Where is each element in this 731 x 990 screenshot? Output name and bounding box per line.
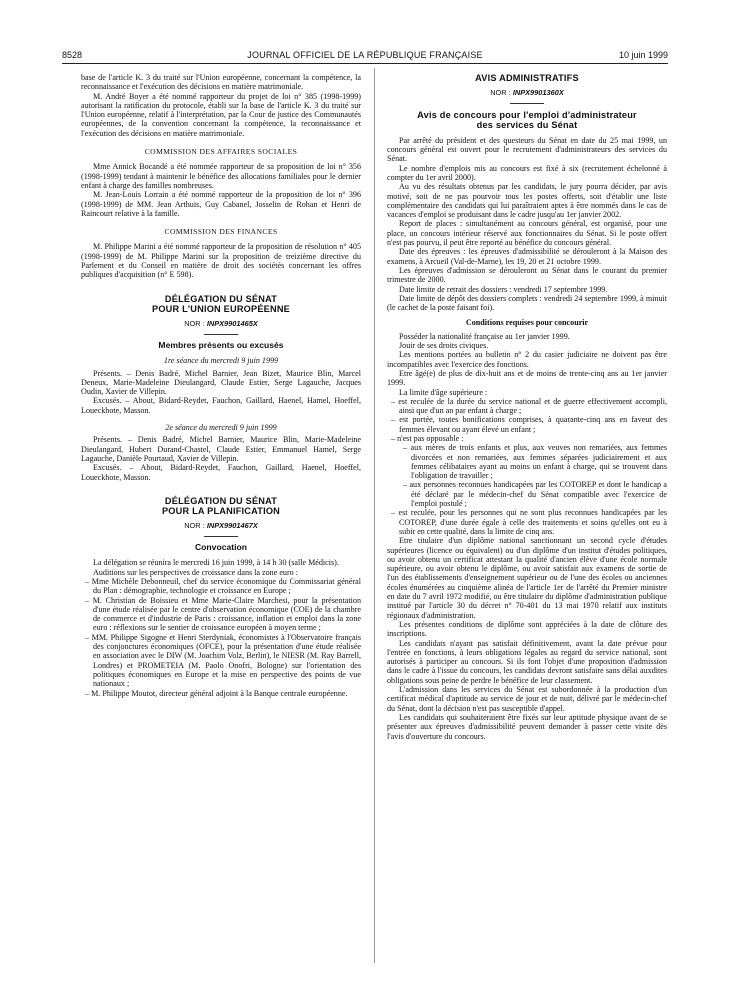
short-rule	[510, 103, 544, 104]
not-opposable-list	[387, 443, 667, 508]
excuses-list: Excusés. – About, Bidard-Reydet, Fauchon, Gaillard, Haenel, Hamel, Hoeffel, Loueckhote, Masson.	[81, 396, 361, 415]
short-rule	[204, 536, 238, 537]
condition-paragraph: Etre âgé(e) de plus de dix-huit ans et de moins de trente-cinq ans au 1er janvier 1999.	[387, 368, 667, 388]
concours-paragraph: Le nombre d'emplois mis au concours est fixé à six (recrutement échelonné à compter du 1er avril 2000).	[387, 163, 667, 182]
avis-title: AVIS ADMINISTRATIFS	[475, 73, 579, 83]
nor-code: INPX9901467X	[206, 520, 258, 530]
journal-title: JOURNAL OFFICIEL DE LA RÉPUBLIQUE FRANÇAISE	[247, 50, 483, 60]
intro-paragraph: base de l'article K. 3 du traité sur l'Union européenne, concernant la compétence, la reconnaissance et l'exécution des décisions en matière matrimoniale.	[81, 73, 361, 92]
concours-paragraph: Date des épreuves : les épreuves d'admissibilité se dérouleront à la Maison des examens, à Arcueil (Val-de-Marne), les 19, 20 et 21 octobre 1999.	[387, 247, 667, 266]
list-item: – aux mères de trois enfants et plus, aux veuves non remariées, aux femmes divorcées et non remariées, aux femmes séparées judiciairement et aux femmes célibataires ayant au moins un enfant à charge, qui se trouvent dans l'obligation de travailler ;	[387, 443, 667, 480]
page-number: 8528	[62, 50, 83, 60]
title-line: DÉLÉGATION DU SÉNAT	[164, 495, 278, 506]
concours-paragraph: Au vu des résultats obtenus par les candidats, le jury pourra décider, par avis motivé, soit de ne pas pourvoir tous les postes offerts, soit d'établir une liste complémentaire des candidats qui lui paraîtraient aptes à être nommés dans le cas de vacances d'emploi se produisant dans le cadre jusqu'au 1er janvier 2002.	[387, 182, 667, 220]
condition-paragraph: Jouir de ses droits civiques.	[399, 341, 489, 351]
intro-paragraph: M. André Boyer a été nommé rapporteur du projet de loi n° 385 (1998-1999) autorisant la ratification du protocole, établi sur la base de l'article K. 3 du traité sur l'Union européenne, relatif à l'interprétation, par la Cour de justice des Communautés européennes, de la convention concernant la compétence, la reconnaissance et l'exécution des décisions en matière matrimoniale.	[81, 91, 361, 138]
condition-paragraph: La limite d'âge supérieure :	[399, 387, 488, 397]
title-line: POUR L'UNION EUROPÉENNE	[152, 304, 290, 315]
final-paragraph: Les présentes conditions de diplôme sont appréciées à la date de clôture des inscriptions.	[387, 619, 667, 639]
title-line: POUR LA PLANIFICATION	[161, 506, 280, 517]
presents-list: Présents. – Denis Badré, Michel Barnier, Jean Bizet, Maurice Blin, Marcel Deneux, Marie-Madeleine Dieulangard, Claude Estier, Serge Lagauche, Jacques Oudin, Xavier de Villepin.	[81, 368, 361, 397]
list-item: – est reculée de la durée du service national et de guerre effectivement accompli, ainsi que d'un an par enfant à charge ;	[387, 397, 667, 416]
auditions-list	[81, 577, 361, 698]
list-item: – M. Philippe Moutot, directeur général adjoint à la Banque centrale européenne.	[81, 689, 361, 698]
column-divider	[374, 68, 375, 963]
condition-paragraph: Posséder la nationalité française au 1er janvier 1999.	[399, 331, 570, 341]
delegation-europe-subtitle: Membres présents ou excusés	[158, 339, 284, 350]
title-line: Avis de concours pour l'emploi d'administrateur	[417, 109, 637, 120]
right-column	[387, 73, 667, 741]
concours-title	[387, 110, 667, 131]
list-item: – aux personnes reconnues handicapées par les COTOREP et dont le handicap a été déclaré par le médecin-chef du Sénat compatible avec l'exercice de l'emploi postulé ;	[387, 480, 667, 508]
list-item: – MM. Philippe Sigogne et Henri Sterdyniak, économistes à l'Observatoire français des conjonctures économiques (OFCE), pour la présentation d'une étude réalisée en association avec le DIW (M. Joachim Volz, Berlin), le NIESR (M. Ray Barrell, Londres) et PROMETEIA (M. Paolo Onofri, Bologne) sur l'orientation des politiques économiques en Europe et la mise en perspective des points de vue nationaux ;	[81, 633, 361, 689]
list-item: – est reculée, pour les personnes qui ne sont plus reconnues handicapées par les COTOREP, d'une durée égale à celle des traitements et soins qu'elles ont eu à subir en cette qualité, dans la limite de cinq ans.	[387, 508, 667, 536]
social-paragraph: Mme Annick Bocandé a été nommée rapporteur de sa proposition de loi n° 356 (1998-1999) tendant à maintenir le bénéfice des allocations familiales pour le dernier enfant à charge des familles nombreuses.	[81, 162, 361, 190]
list-item: – est portée, toutes bonifications comprises, à quarante-cinq ans en faveur des femmes élevant ou ayant élevé un enfant ;	[387, 415, 667, 434]
section-heading-finance: COMMISSION DES FINANCES	[164, 227, 278, 237]
short-rule	[204, 334, 238, 335]
condition-paragraph: Les mentions portées au bulletin n° 2 du casier judiciaire ne doivent pas être incompatibles avec l'exercice des fonctions.	[387, 350, 667, 369]
final-paragraph: Les candidats n'ayant pas satisfait définitivement, avant la date prévue pour l'entrée en fonctions, à leurs obligations légales au regard du service national, sont autorisés à participer au concours. Si ils font l'objet d'une proposition d'admission dans le cadre à l'issue du concours, les candidats devront satisfaire sans délai auxdites obligations sous peine de perdre le bénéfice de leur classement.	[387, 638, 667, 685]
final-paragraph: Etre titulaire d'un diplôme national sanctionnant un second cycle d'études supérieures (licence ou équivalent) ou d'un diplôme d'un institut d'études politiques, ou avoir obtenu un certificat attestant la qualité d'ancien élève d'une école normale supérieure, ou avoir obtenu le diplôme, ou avoir satisfait aux examens de sortie de l'un des établissements d'enseignement supérieur ou de l'une des écoles ou anciennes écoles énumérées au cinquième alinéa de l'article 1er de l'arrêté du Premier ministre en date du 7 avril 1972 modifié, ou être titulaire du diplôme d'administration publique institué par l'article 30 du décret n° 70-401 du 13 mai 1970 relatif aux instituts régionaux d'administration.	[387, 536, 667, 620]
finance-paragraph: M. Philippe Marini a été nommé rapporteur de la proposition de résolution n° 405 (1998-1999) de M. Philippe Marini sur la proposition de treizième directive du Parlement et du Conseil en matière de droit des sociétés concernant les offres publiques d'acquisition (n° E 598).	[81, 242, 361, 280]
issue-date: 10 juin 1999	[618, 50, 668, 60]
page-header	[62, 50, 668, 62]
nor-reference	[81, 319, 361, 328]
nor-label: NOR :	[184, 520, 205, 530]
conditions-title: Conditions requises pour concourir	[465, 318, 589, 328]
excuses-list: Excusés. – About, Bidard-Reydet, Fauchon, Gaillard, Haenel, Hoeffel, Loueckhote, Masson.	[81, 463, 361, 482]
nor-code: INPX9901465X	[206, 318, 258, 328]
seance-title: 2e séance du mercredi 9 juin 1999	[165, 423, 277, 433]
social-paragraph: M. Jean-Louis Lorrain a été nommé rapporteur de la proposition de loi n° 396 (1998-1999) de MM. Jean Arthuis, Guy Cabanel, Josselin de Rohan et Henri de Raincourt relative à la famille.	[81, 190, 361, 218]
convocation-paragraph: La délégation se réunira le mercredi 16 juin 1999, à 14 h 30 (salle Médicis).	[93, 558, 339, 568]
concours-paragraph: Report de places : simultanément au concours général, est organisé, pour une place, un concours intérieur réservé aux fonctionnaires du Sénat. Si le poste offert n'est pas pourvu, il peut être reporté au bénéfice du concours général.	[387, 219, 667, 248]
nor-label: NOR :	[184, 318, 205, 328]
nor-reference	[387, 88, 667, 97]
nor-label: NOR :	[490, 87, 511, 97]
concours-paragraph: Les épreuves d'admission se dérouleront au Sénat dans le courant du premier trimestre de 2000.	[387, 265, 667, 285]
convocation-title: Convocation	[194, 542, 248, 553]
concours-paragraph: Date limite de retrait des dossiers : vendredi 17 septembre 1999.	[399, 284, 608, 294]
nor-code: INPX9901360X	[512, 87, 564, 97]
age-limit-list-end	[387, 508, 667, 536]
seance-title: 1re séance du mercredi 9 juin 1999	[163, 356, 279, 366]
auditions-intro: Auditions sur les perspectives de croissance dans la zone euro :	[93, 567, 298, 577]
presents-list: Présents. – Denis Badré, Michel Barnier, Maurice Blin, Marie-Madeleine Dieulangard, Hubert Durand-Chastel, Claude Estier, Emmanuel Hamel, Serge Lagauche, Danièle Pourtaud, Xavier de Villepin.	[81, 435, 361, 463]
delegation-planning-title	[81, 496, 361, 517]
title-line: DÉLÉGATION DU SÉNAT	[164, 293, 278, 304]
concours-paragraph: Par arrêté du président et des questeurs du Sénat en date du 25 mai 1999, un concours général est ouvert pour le recrutement d'administrateurs des services du Sénat.	[387, 135, 667, 164]
left-column	[81, 73, 361, 698]
final-paragraph: L'admission dans les services du Sénat est subordonnée à la production d'un certificat médical d'aptitude au service de jour et de nuit, délivré par le médecin-chef du Sénat, dont la décision n'est pas susceptible d'appel.	[387, 685, 667, 713]
header-rule	[62, 63, 668, 64]
age-limit-list	[387, 397, 667, 443]
final-paragraph: Les candidats qui souhaiteraient être fixés sur leur aptitude physique avant de se présenter aux épreuves d'admissibilité peuvent demander à passer cette visite dès l'avis d'ouverture du concours.	[387, 712, 667, 741]
list-item: – Mme Michèle Debonneuil, chef du service économique du Commissariat général du Plan : démographie, technologie et croissance en Europe ;	[81, 577, 361, 596]
delegation-europe-title	[81, 294, 361, 315]
list-item: – n'est pas opposable :	[387, 434, 667, 443]
list-item: – M. Christian de Boissieu et Mme Marie-Claire Marchesi, pour la présentation d'une étude réalisée par le centre d'observation économique (COE) de la chambre de commerce et d'industrie de Paris : croissance, inflation et emploi dans la zone euro : réflexions sur le sentier de croissance européen à moyen terme ;	[81, 596, 361, 633]
title-line: des services du Sénat	[476, 120, 578, 131]
concours-paragraph: Date limite de dépôt des dossiers complets : vendredi 24 septembre 1999, à minuit (le cachet de la poste faisant foi).	[387, 293, 667, 313]
nor-reference	[81, 521, 361, 530]
section-heading-social: COMMISSION DES AFFAIRES SOCIALES	[144, 147, 298, 157]
